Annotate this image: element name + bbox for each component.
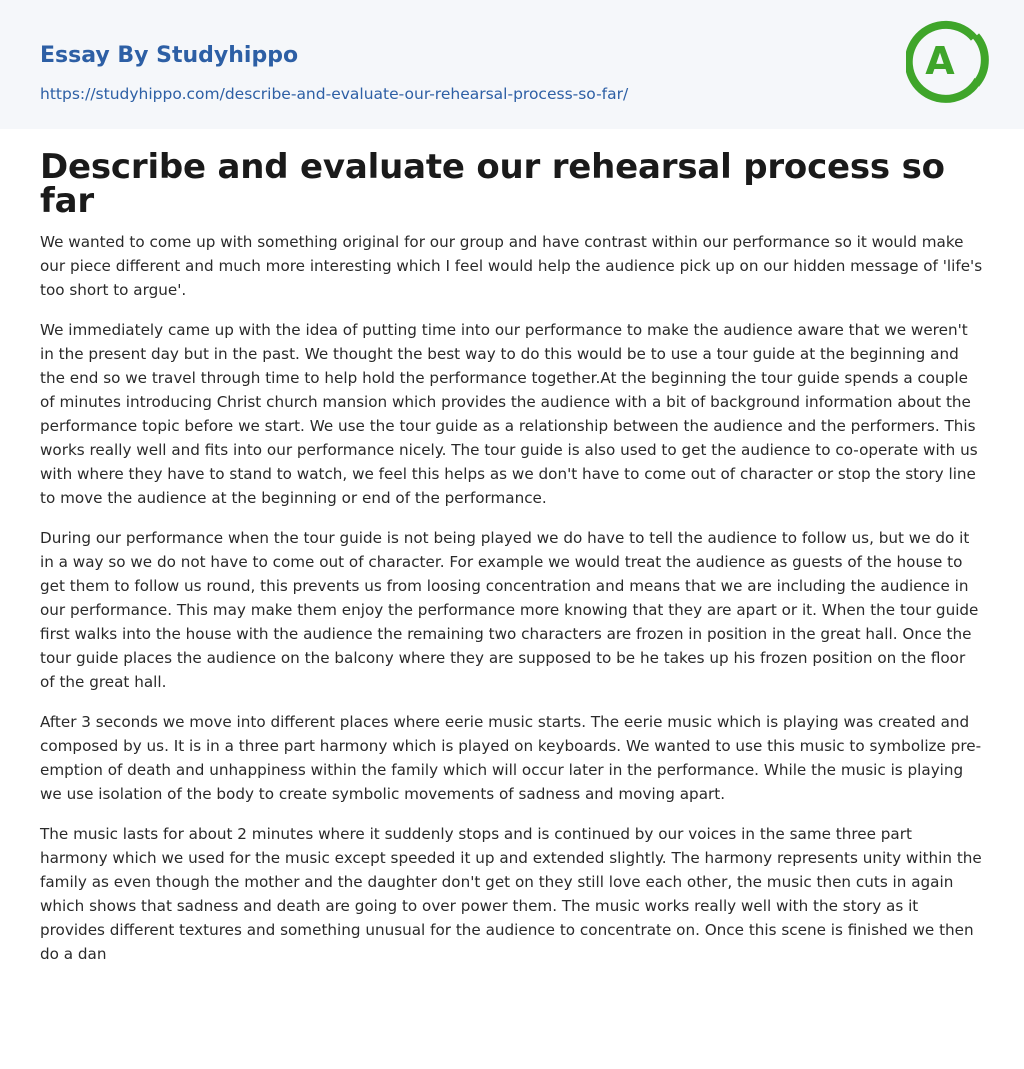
article xyxy=(40,147,984,982)
paragraph-3: During our performance when the tour guide is not being played we do have to tell the audience to follow us, but we do it in a way so we do not have to come out of character. For example we would treat the audience as guests of the house to get them to follow us round, this prevents us from loosing concentration and means that we are including the audience in our performance. This may make them enjoy the performance more knowing that they are apart or it. When the tour guide first walks into the house with the audience the remaining two characters are frozen in position in the great hall. Once the tour guide places the audience on the balcony where they are supposed to be he takes up his frozen position on the floor of the great hall. xyxy=(40,529,979,691)
paragraph-2: We immediately came up with the idea of putting time into our performance to make the audience aware that we weren't in the present day but in the past. We thought the best way to do this would be to use a tour guide at the beginning and the end so we travel through time to help hold the performance together.At the beginning the tour guide spends a couple of minutes introducing Christ church mansion which provides the audience with a bit of background information about the performance topic before we start. We use the tour guide as a relationship between the audience and the performers. This works really well and fits into our performance nicely. The tour guide is also used to get the audience to co-operate with us with where they have to stand to watch, we feel this helps as we don't have to come out of character or stop the story line to move the audience at the beginning or end of the performance. xyxy=(40,321,978,507)
page-title: Describe and evaluate our rehearsal process so far xyxy=(40,147,945,221)
site-header xyxy=(0,0,1024,129)
logo-letter: A xyxy=(925,39,955,83)
article-body xyxy=(40,230,984,966)
studyhippo-logo-icon[interactable] xyxy=(906,18,990,106)
paragraph-1: We wanted to come up with something original for our group and have contrast within our performance so it would make our piece different and much more interesting which I feel would help the audience pick up on our hidden message of 'life's too short to argue'. xyxy=(40,233,983,299)
paragraph-5: The music lasts for about 2 minutes where it suddenly stops and is continued by our voices in the same three part harmony which we used for the music except speeded it up and extended slightly. The harmony represents unity within the family as even though the mother and the daughter don't get on they still love each other, the music then cuts in again which shows that sadness and death are going to over power them. The music works really well with the story as it provides different textures and something unusual for the audience to concentrate on. Once this scene is finished we then do a dan xyxy=(40,825,982,963)
site-title[interactable]: Essay By Studyhippo xyxy=(40,43,299,68)
paragraph-4: After 3 seconds we move into different places where eerie music starts. The eerie music which is playing was created and composed by us. It is in a three part harmony which is played on keyboards. We wanted to use this music to symbolize pre-emption of death and unhappiness within the family which will occur later in the performance. While the music is playing we use isolation of the body to create symbolic movements of sadness and moving apart. xyxy=(40,713,982,803)
page-url-link[interactable]: https://studyhippo.com/describe-and-evaluate-our-rehearsal-process-so-far/ xyxy=(40,85,629,103)
